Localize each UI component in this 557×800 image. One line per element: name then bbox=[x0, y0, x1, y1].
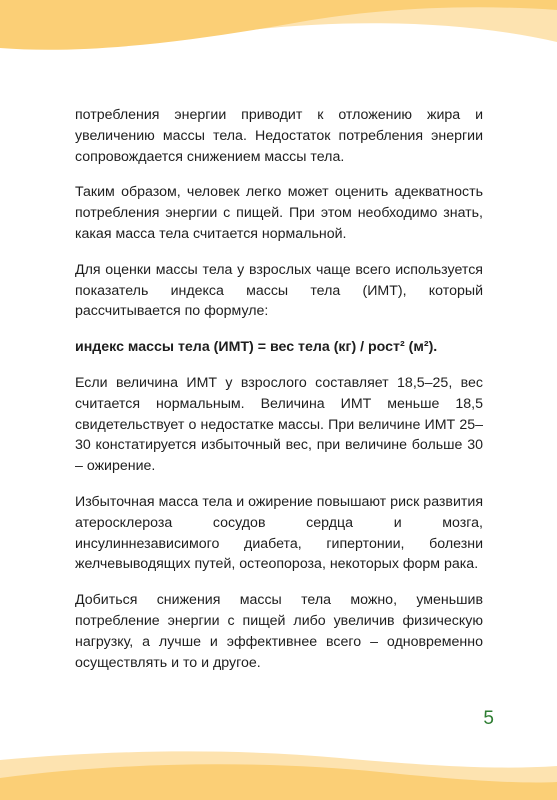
paragraph-energy-intake: потребления энергии приводит к отложению жира и увеличению массы тела. Недостаток потребления энергии сопровождается снижением массы тела. bbox=[75, 107, 483, 165]
page-number: 5 bbox=[483, 708, 494, 729]
paragraph-self-assessment: Таким образом, человек легко может оценить адекватность потребления энергии с пищей. При этом необходимо знать, какая масса тела считается нормальной. bbox=[75, 184, 483, 242]
paragraph-bmi-intro: Для оценки массы тела у взрослых чаще всего используется показатель индекса массы тела (ИМТ), который рассчитывается по формуле: bbox=[75, 261, 483, 320]
bmi-formula: индекс массы тела (ИМТ) = вес тела (кг) / рост² (м²). bbox=[75, 339, 438, 356]
paragraph-weight-reduction: Добиться снижения массы тела можно, уменьшив потребление энергии с пищей либо увеличив физическую нагрузку, а лучше и эффективнее всего – одновременно осуществлять и то и другое. bbox=[75, 592, 483, 671]
top-wave-decoration bbox=[0, 0, 557, 70]
page-body bbox=[75, 105, 483, 688]
bottom-wave-decoration bbox=[0, 740, 557, 800]
paragraph-bmi-ranges: Если величина ИМТ у взрослого составляет 18,5–25, вес считается нормальным. Величина ИМТ меньше 18,5 свидетельствует о недостатке массы. При величине ИМТ 25–30 констатируется избыточный вес, при величине больше 30 – ожирение. bbox=[75, 374, 483, 475]
paragraph-obesity-risks: Избыточная масса тела и ожирение повышают риск развития атеросклероза сосудов сердца и мозга, инсулиннезависимого диабета, гипертонии, болезни желчевыводящих путей, остеопороза, некоторых форм рака. bbox=[75, 493, 483, 573]
